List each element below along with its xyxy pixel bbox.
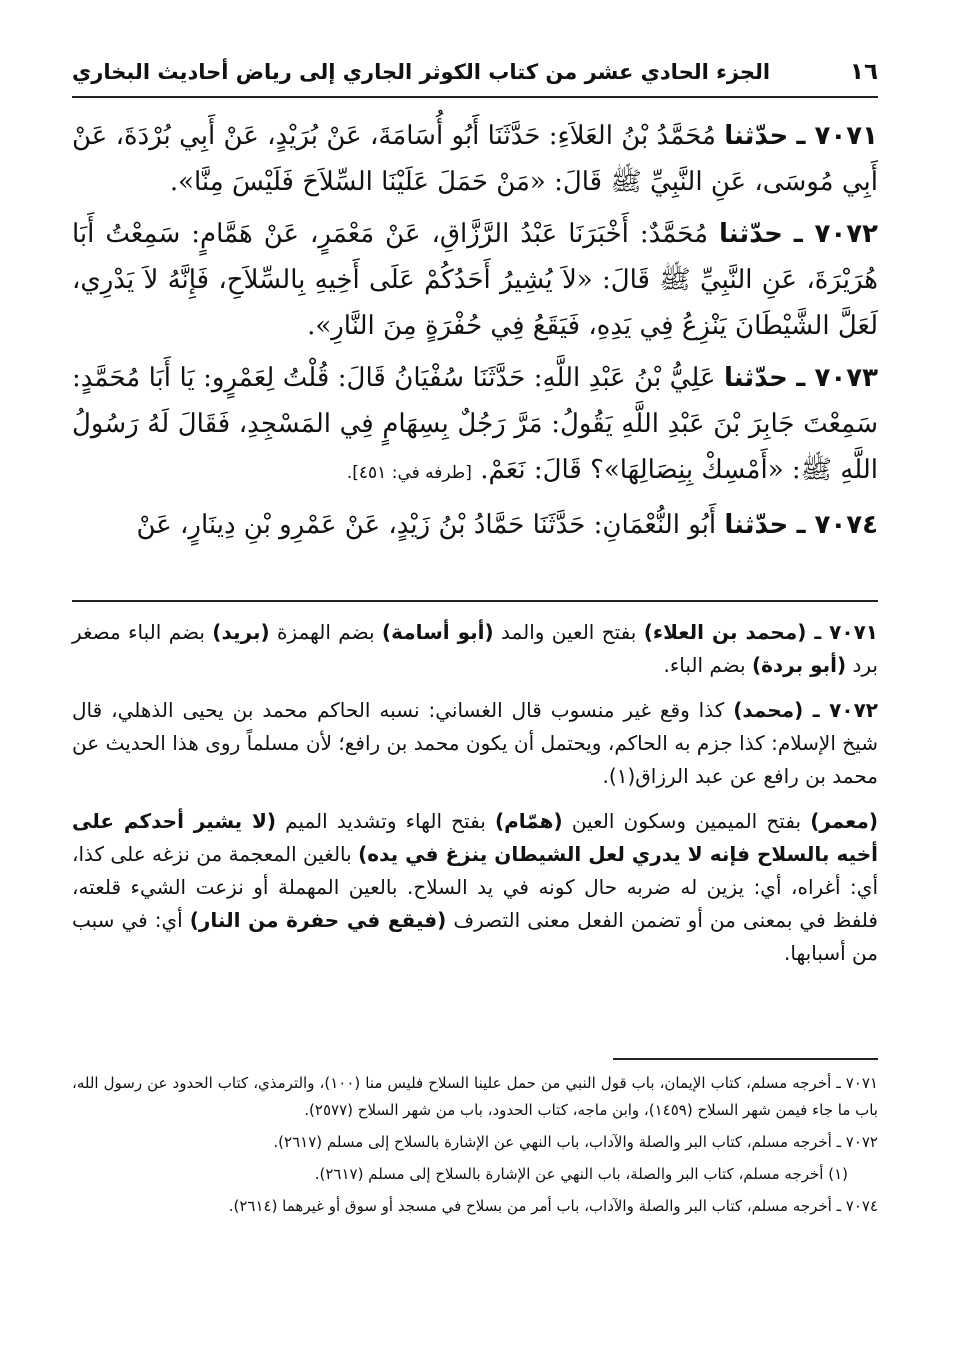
- hadith-number: ٧٠٧٣ ـ: [796, 363, 878, 393]
- commentary-term: (همّام): [494, 809, 563, 833]
- commentary-number: ٧٠٧١ ـ: [806, 620, 878, 644]
- commentary-paragraph: [72, 694, 878, 793]
- commentary-text: .: [602, 764, 609, 788]
- commentary-term: (لا يشير أحدكم على أخيه بالسلاح فإنه لا يدري لعل الشيطان ينزغ في يده): [72, 809, 879, 866]
- hadith-body: أَبُو النُّعْمَانِ: حَدَّثَنَا حَمَّادُ بْنُ زَيْدٍ، عَنْ عَمْرِو بْنِ دِينَارٍ، عَنْ: [136, 510, 717, 540]
- running-header: [72, 52, 878, 92]
- footnotes-section: [72, 1070, 878, 1225]
- commentary-term: (بريد): [212, 620, 270, 644]
- hadith-number: ٧٠٧١ ـ: [796, 121, 879, 151]
- footnote-marker: ٧٠٧٢ ـ: [831, 1133, 878, 1151]
- commentary-text: أي: في سبب من أسبابها.: [72, 908, 878, 965]
- commentary-term: (فيقع في حفرة من النار): [189, 908, 447, 932]
- page-number: ١٦: [849, 59, 878, 85]
- hadith-body: مُحَمَّدُ بْنُ العَلاَءِ: حَدَّثَنَا أَبُو أُسَامَةَ، عَنْ بُرَيْدٍ، عَنْ أَبِي بُرْدَةَ، عَنْ أَبِي مُوسَى، عَنِ النَّبِيِّ ﷺ قَالَ: «مَنْ حَمَلَ عَلَيْنَا السِّلاَحَ فَلَيْسَ مِنَّا».: [72, 121, 878, 197]
- book-title: الجزء الحادي عشر من كتاب الكوثر الجاري إلى رياض أحاديث البخاري: [72, 60, 771, 84]
- hadith-lead: حدّثنا: [718, 219, 783, 249]
- commentary-text: بضم الهمزة: [269, 620, 382, 644]
- hadith-7071: [72, 113, 878, 205]
- hadith-number: ٧٠٧٢ ـ: [793, 219, 879, 249]
- commentary-text: بفتح العين والمد: [493, 620, 644, 644]
- hadith-number: ٧٠٧٤ ـ: [796, 510, 878, 540]
- hadith-lead: حدّثنا: [724, 121, 789, 151]
- footnote-text: أخرجه مسلم، كتاب الإيمان، باب قول النبي من حمل علينا السلاح فليس منا (١٠٠)، والترمذي، كتاب الحدود عن رسول الله، باب ما جاء فيمن شهر السلاح (١٤٥٩)، وابن ماجه، كتاب الحدود، باب من شهر السلاح (٢٥٧٧).: [72, 1074, 878, 1119]
- commentary-text: (١): [608, 764, 636, 788]
- hadith-7074: [72, 502, 878, 548]
- footnote: [72, 1161, 878, 1188]
- commentary-paragraph: [72, 616, 878, 682]
- commentary-term: (معمر): [810, 809, 878, 833]
- hadith-body: عَلِيُّ بْنُ عَبْدِ اللَّهِ: حَدَّثَنَا سُفْيَانُ قَالَ: قُلْتُ لِعَمْرٍو: يَا أَبَا مُحَمَّدٍ: سَمِعْتَ جَابِرَ بْنَ عَبْدِ اللَّهِ يَقُولُ: مَرَّ رَجُلٌ بِسِهَامٍ فِي المَسْجِدِ، فَقَالَ لَهُ رَسُولُ اللَّهِ ﷺ: «أَمْسِكْ بِنِصَالِهَا»؟ قَالَ: نَعَمْ.: [72, 363, 878, 485]
- hadith-7072: [72, 211, 878, 349]
- footnote-text: أخرجه مسلم، كتاب البر والصلة والآداب، باب النهي عن الإشارة بالسلاح إلى مسلم (٢٦١٧).: [273, 1133, 832, 1151]
- footnote-marker: ٧٠٧١ ـ: [831, 1074, 878, 1092]
- hadith-lead: حدّثنا: [724, 510, 789, 540]
- hadith-text-block: [72, 113, 878, 554]
- commentary-text: بضم الباء.: [663, 653, 752, 677]
- commentary-section: [72, 616, 878, 982]
- footnote-text: أخرجه مسلم، كتاب البر والصلة والآداب، باب أمر من بسلاح في مسجد أو سوق أو غيرهما (٢٦١٤).: [228, 1197, 832, 1215]
- commentary-term: (أبو بردة): [751, 653, 847, 677]
- commentary-number: ٧٠٧٢ ـ: [803, 698, 878, 722]
- commentary-text: بفتح الميمين وسكون العين: [562, 809, 811, 833]
- hadith-lead: حدّثنا: [723, 363, 788, 393]
- header-divider: [72, 96, 878, 98]
- commentary-text: بضم الباء مصغر برد: [72, 620, 878, 677]
- commentary-text: بفتح الهاء وتشديد الميم: [275, 809, 495, 833]
- cross-reference: [طرفه في: ٤٥١].: [346, 463, 472, 483]
- commentary-divider: [72, 600, 878, 602]
- footnote-text: أخرجه مسلم، كتاب البر والصلة، باب النهي عن الإشارة بالسلاح إلى مسلم (٢٦١٧).: [314, 1165, 824, 1183]
- footnote-divider: [613, 1058, 878, 1060]
- footnote: [72, 1070, 878, 1124]
- commentary-term: (أبو أسامة): [381, 620, 494, 644]
- footnote: [72, 1129, 878, 1156]
- footnote-marker: ٧٠٧٤ ـ: [831, 1197, 878, 1215]
- hadith-body: مُحَمَّدٌ: أَخْبَرَنَا عَبْدُ الرَّزَّاقِ، عَنْ مَعْمَرٍ، عَنْ هَمَّامٍ: سَمِعْتُ أَبَا هُرَيْرَةَ، عَنِ النَّبِيِّ ﷺ قَالَ: «لاَ يُشِيرُ أَحَدُكُمْ عَلَى أَخِيهِ بِالسِّلاَحِ، فَإِنَّهُ لاَ يَدْرِي، لَعَلَّ الشَّيْطَانَ يَنْزِعُ فِي يَدِهِ، فَيَقَعُ فِي حُفْرَةٍ مِنَ النَّارِ».: [72, 219, 878, 341]
- footnote: [72, 1193, 878, 1220]
- commentary-text: كذا وقع غير منسوب قال الغساني: نسبه الحاكم محمد بن يحيى الذهلي، قال شيخ الإسلام: كذا جزم به الحاكم، ويحتمل أن يكون محمد بن رافع؛ لأن مسلماً روى هذا الحديث عن محمد بن رافع عن عبد الرزاق: [72, 698, 878, 788]
- commentary-term: (محمد بن العلاء): [643, 620, 807, 644]
- commentary-term: (محمد): [733, 698, 804, 722]
- hadith-7073: [72, 355, 878, 496]
- commentary-paragraph: [72, 805, 878, 970]
- footnote-marker: (١): [823, 1165, 848, 1183]
- commentary-text: بالغين المعجمة من نزغه على كذا، أي: أغراه، أي: يزين له ضربه حال كونه في يد السلاح. بالعين المهملة أو نزعت الشيء قلعته، فلفظ في بمعنى من أو تضمن الفعل معنى التصرف: [72, 842, 878, 932]
